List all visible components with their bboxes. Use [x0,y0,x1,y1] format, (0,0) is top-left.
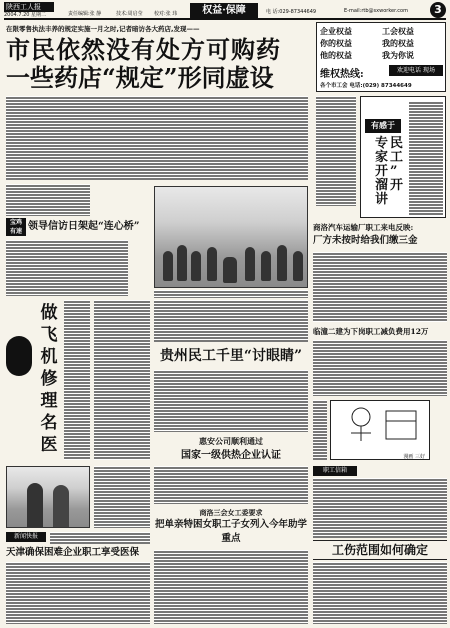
leader-headline: 领导信访日架起“连心桥” [28,221,140,232]
vertical-char: 修 [40,369,58,389]
vertical-headline-box [6,300,90,462]
editor-label: 责任编辑:张 静 [68,11,102,17]
page-number: 3 [430,2,446,18]
issue-date: 2004.7.20 星期二 [4,12,47,18]
middle-body-b [154,300,308,342]
lead-headline-2: 一些药店“规定”形同虚设 [6,63,274,92]
slogan: 企业权益 [320,26,352,36]
feel-column [360,96,446,218]
lead-body-text [6,96,308,180]
slogan: 我为你说 [382,50,414,60]
tech-label: 技术:周启莹 [116,11,143,17]
hotline-slogans [320,26,444,61]
hotline-box [316,22,446,92]
hotline-contact[interactable]: 各个市工会 电话:(029) 87344649 [320,83,412,89]
lead-headline-1: 市民依然没有处方可购药 [6,35,281,64]
union-headline: 把单亲特困女职工子女列入今年助学重点 [154,519,307,544]
kaifa-headline: 临潼二建为下岗职工减负费用12万 [313,327,429,336]
scope-headline: 工伤范围如何确定 [313,540,447,560]
email-label[interactable]: E-mail:rtb@sxworker.com [344,8,408,14]
guizhou-body [154,370,308,432]
vertical-headline [36,302,62,456]
mailbox-body [313,478,447,538]
mailbox-tag: 职工信箱 [313,466,357,476]
feel-char: 开 [390,178,404,193]
vertical-body [64,300,90,460]
people-photo-body [94,466,150,528]
vertical-char: 理 [40,391,58,411]
feel-char: 溜 [375,178,389,193]
workers-fee-headline-1: 商洛汽车运输厂职工来电反映: [313,223,414,232]
workers-fee-headline-2: 厂方未按时给我们缴三金 [313,235,418,246]
news-flash-tag: 新闻快报 [6,532,46,542]
feel-char: 专 [375,136,389,151]
leader-body [6,240,128,296]
slogan: 我的权益 [382,38,414,48]
cartoon-drawing [331,401,429,449]
feel-char: 开 [375,164,389,179]
feel-body [409,101,443,215]
tianjin-headline: 天津确保困难企业职工享受医保 [6,547,140,558]
guizhou-headline: 贵州民工千里“讨眼睛” [159,348,303,364]
phone-label: 电 话:029-87344649 [266,9,317,15]
slogan: 他的权益 [320,50,352,60]
cartoon-caption: 漫画 三好 [403,454,425,460]
vertical-char: 做 [40,303,58,323]
workers-fee-body [313,252,447,322]
feel-char: 工 [390,150,404,165]
paper-name: 陕西工人报 [4,2,54,12]
cartoon [330,400,430,460]
masthead-bar [4,2,446,20]
hotline-note: 欢迎电话 现场 [389,65,443,76]
news-flash-body [50,532,150,544]
slogan: 工会权益 [382,26,414,36]
feel-char: 家 [375,150,389,165]
huian-body [154,466,308,504]
scope-body [313,562,447,624]
leader-label [6,218,26,236]
slogan: 你的权益 [320,38,352,48]
middle-body-a [94,300,150,460]
feel-badge: 有感于 [365,119,401,133]
tianjin-body [6,562,150,624]
news-photo [154,186,308,288]
section-title: 权益·保障 [190,3,258,18]
feel-char: 民 [390,136,404,151]
union-kicker: 商洛三会女工委要求 [199,509,263,517]
proof-label: 校对:张 玮 [154,11,178,17]
vertical-char: 飞 [40,325,58,345]
lead-body-right [316,96,356,206]
leader-label-top: 宝鸡 [9,219,22,226]
hotline-label: 维权热线: [320,69,364,80]
feel-char: 讲 [375,192,389,207]
leader-label-bottom: 有速 [9,228,22,235]
vertical-char: 名 [40,413,58,433]
huian-kicker: 惠安公司顺利通过 [199,436,263,446]
vertical-char: 机 [40,347,58,367]
kaifa-body [313,340,447,396]
union-body [154,550,308,624]
huian-headline: 国家一级供热企业认证 [181,450,281,461]
people-photo [6,466,90,528]
feel-title-vertical [375,137,405,207]
cartoon-side-body [313,400,327,460]
left-body-text [6,184,90,216]
feel-char: ” [390,164,398,179]
vertical-badge [6,336,32,376]
vertical-char: 医 [40,435,58,455]
photo-caption [154,290,308,298]
lead-kicker: 在限零售执法丰养的规定实施一月之时,记者暗访各大药店,发现—— [6,25,200,33]
